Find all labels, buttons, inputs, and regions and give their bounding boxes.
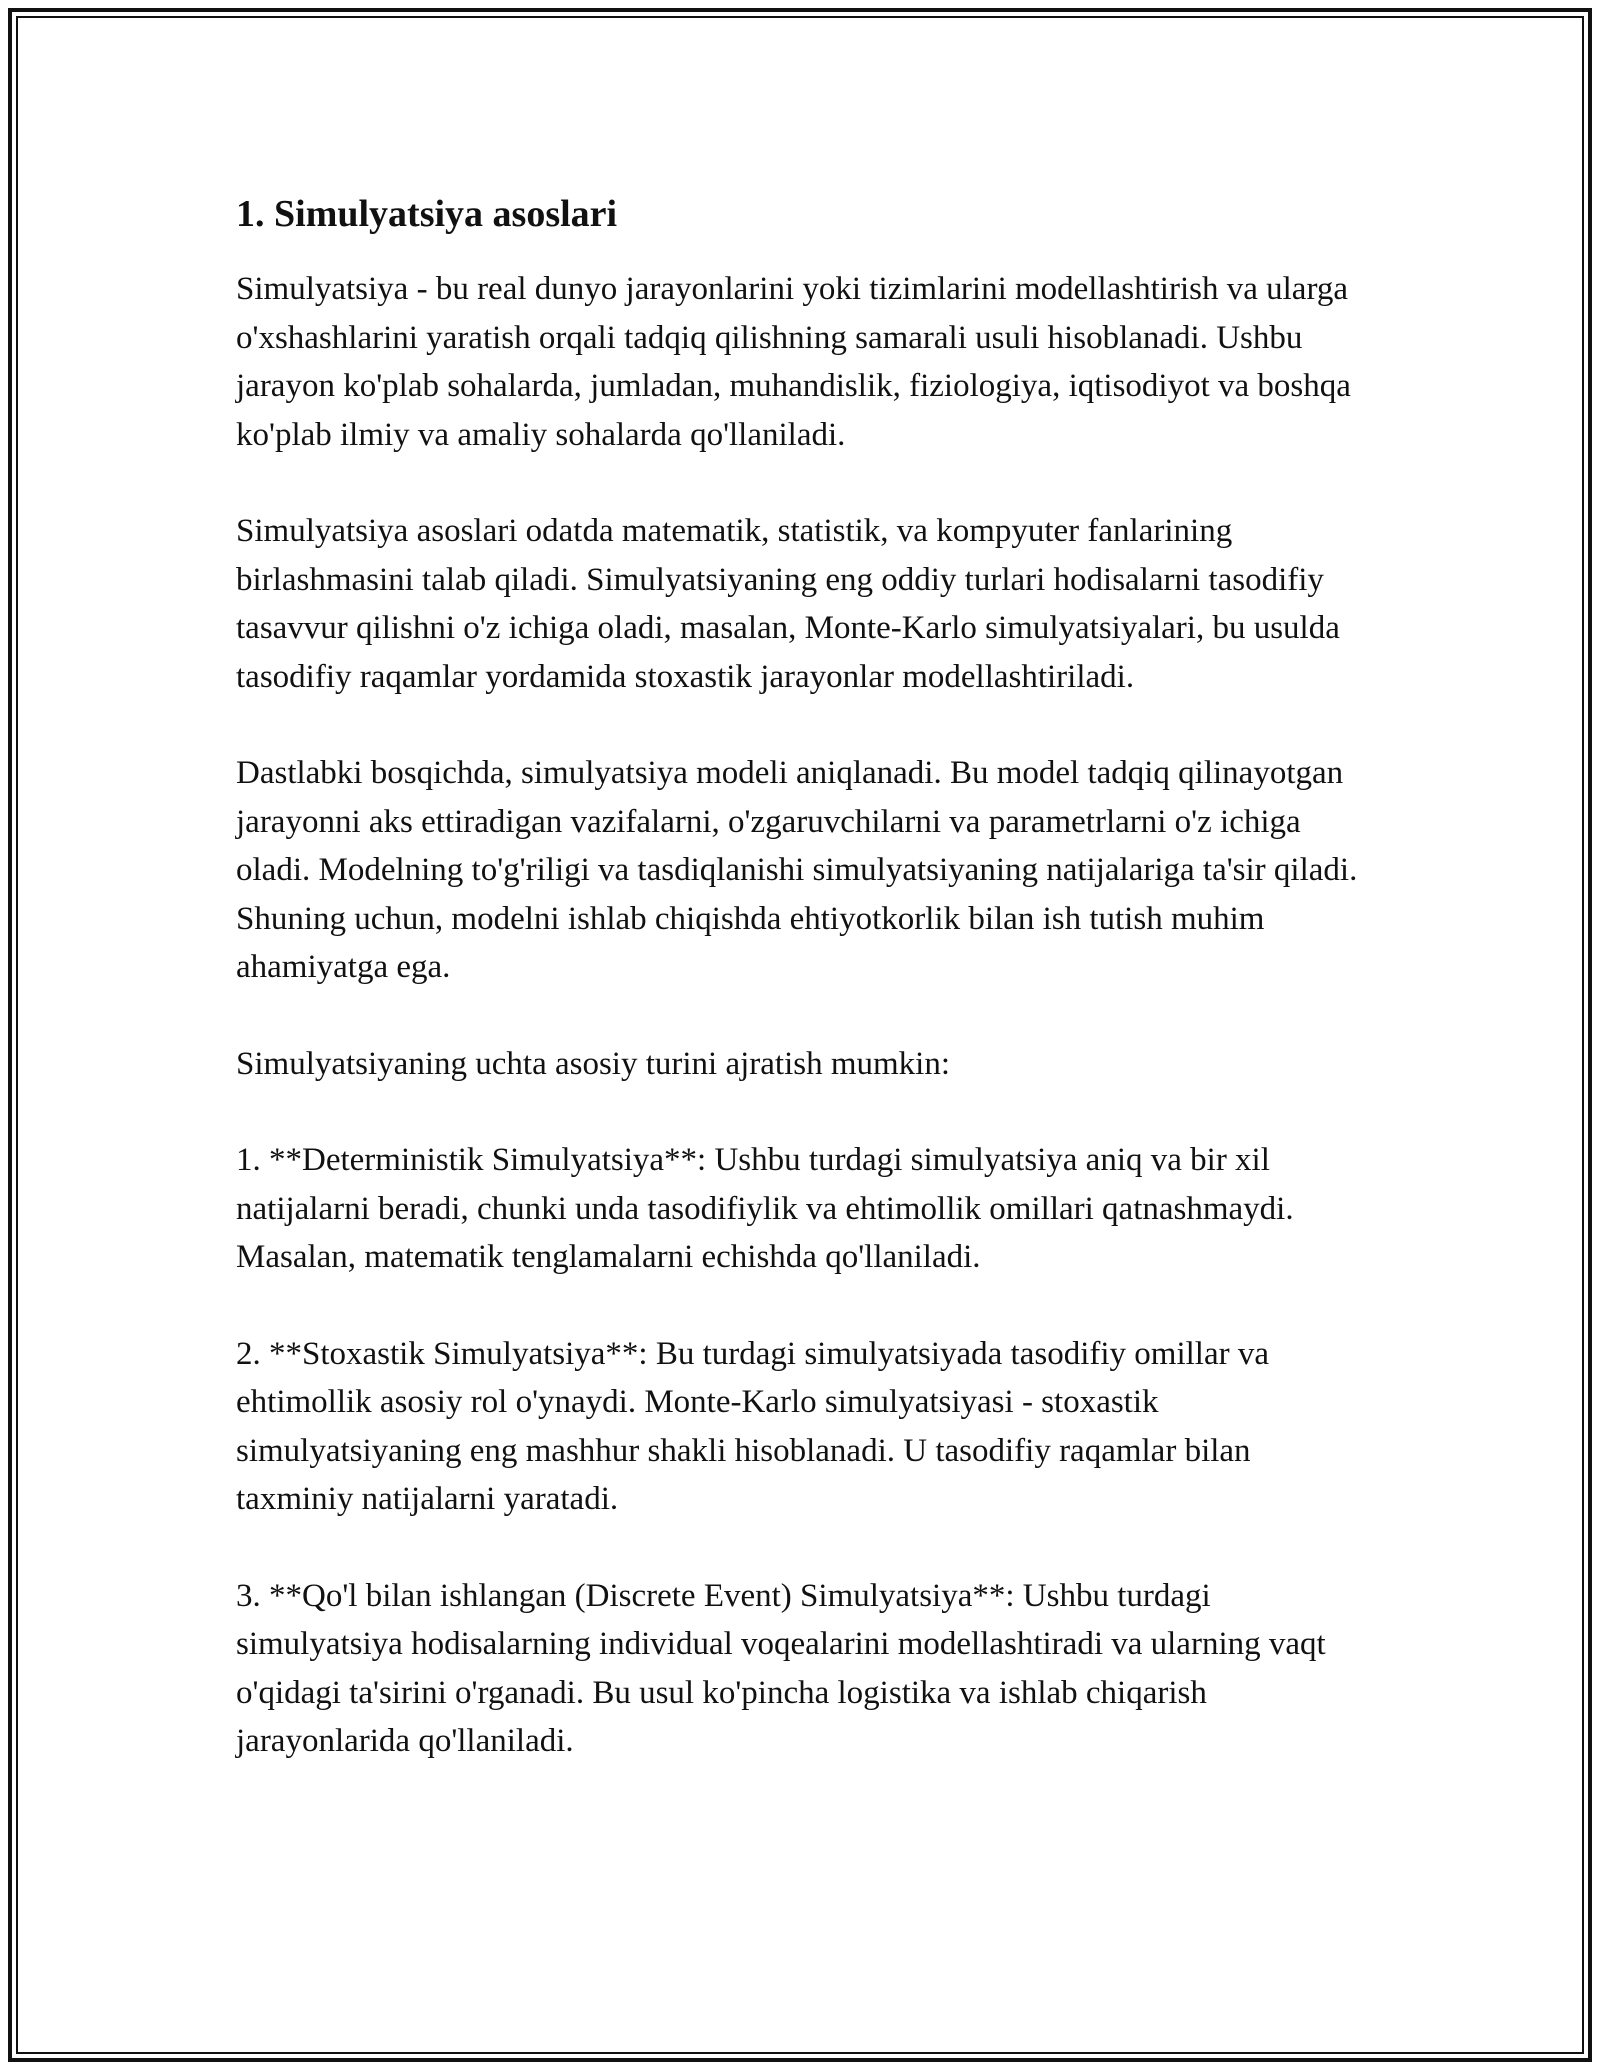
- section-heading: 1. Simulyatsiya asoslari: [236, 193, 618, 235]
- list-item-deterministic: 1. **Deterministik Simulyatsiya**: Ushbu turdagi simulyatsiya aniq va bir xil natijalarni beradi, chunki unda tasodifiylik va ehtimollik omillari qatnashmaydi. Masalan, matematik tenglamalarni echishda qo'llaniladi.: [236, 1142, 1294, 1275]
- paragraph-types-intro: Simulyatsiyaning uchta asosiy turini ajratish mumkin:: [236, 1045, 951, 1082]
- list-item-discrete-event: 3. **Qo'l bilan ishlangan (Discrete Event) Simulyatsiya**: Ushbu turdagi simulyatsiya hodisalarning individual voqealarini modellashtiradi va ularning vaqt o'qidagi ta'sirini o'rganadi. Bu usul ko'pincha logistika va ishlab chiqarish jarayonlarida qo'llaniladi.: [236, 1577, 1326, 1759]
- document-body: [236, 185, 1376, 1766]
- list-item-stochastic: 2. **Stoxastik Simulyatsiya**: Bu turdagi simulyatsiyada tasodifiy omillar va ehtimollik asosiy rol o'ynaydi. Monte-Karlo simulyatsiyasi - stoxastik simulyatsiyaning eng mashhur shakli hisoblanadi. U tasodifiy raqamlar bilan taxminiy natijalarni yaratadi.: [236, 1335, 1269, 1517]
- paragraph-model-definition: Dastlabki bosqichda, simulyatsiya modeli aniqlanadi. Bu model tadqiq qilinayotgan jarayonni aks ettiradigan vazifalarni, o'zgaruvchilarni va parametrlarni o'z ichiga oladi. Modelning to'g'riligi va tasdiqlanishi simulyatsiyaning natijalariga ta'sir qiladi. Shuning uchun, modelni ishlab chiqishda ehtiyotkorlik bilan ish tutish muhim ahamiyatga ega.: [236, 755, 1358, 985]
- paragraph-foundations: Simulyatsiya asoslari odatda matematik, statistik, va kompyuter fanlarining birlashmasini talab qiladi. Simulyatsiyaning eng oddiy turlari hodisalarni tasodifiy tasavvur qilishni o'z ichiga oladi, masalan, Monte-Karlo simulyatsiyalari, bu usulda tasodifiy raqamlar yordamida stoxastik jarayonlar modellashtiriladi.: [236, 513, 1340, 695]
- paragraph-intro: Simulyatsiya - bu real dunyo jarayonlarini yoki tizimlarini modellashtirish va ularga o'xshashlarini yaratish orqali tadqiq qilishning samarali usuli hisoblanadi. Ushbu jarayon ko'plab sohalarda, jumladan, muhandislik, fiziologiya, iqtisodiyot va boshqa ko'plab ilmiy va amaliy sohalarda qo'llaniladi.: [236, 271, 1351, 453]
